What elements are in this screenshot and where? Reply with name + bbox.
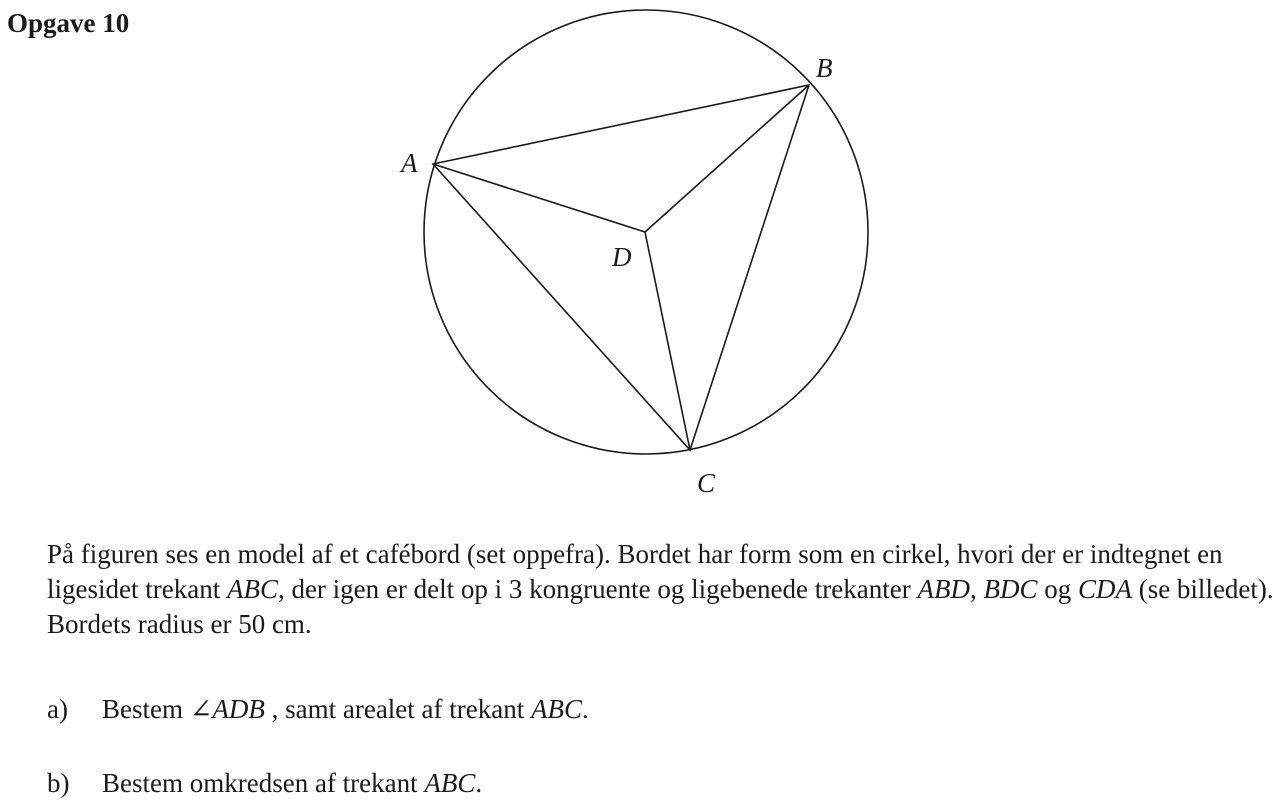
task-b-letter: b) <box>47 768 70 798</box>
task-a-letter: a) <box>47 694 68 724</box>
task-heading: Opgave 10 <box>7 8 130 38</box>
vertex-label-d: D <box>612 242 632 272</box>
angle-adb: ∠ADB <box>189 694 265 724</box>
vertex-label-b: B <box>816 53 833 83</box>
segment-ad <box>433 164 645 232</box>
vertex-label-a: A <box>401 148 418 178</box>
task-a: a) Bestem ∠ADB , samt arealet af trekant ABC. <box>47 694 589 724</box>
vertex-label-c: C <box>697 468 716 498</box>
problem-description: På figuren ses en model af et cafébord (set oppefra). Bordet har form som en cirkel, hvori der er indtegnet en ligesidet trekant ABC, der igen er delt op i 3 kongruente og ligebenede trekanter ABD, BDC og CDA (se billedet). Bordets radius er 50 cm. <box>47 539 1274 639</box>
segment-cd <box>645 232 690 450</box>
task-b: b) Bestem omkredsen af trekant ABC. <box>47 768 483 798</box>
